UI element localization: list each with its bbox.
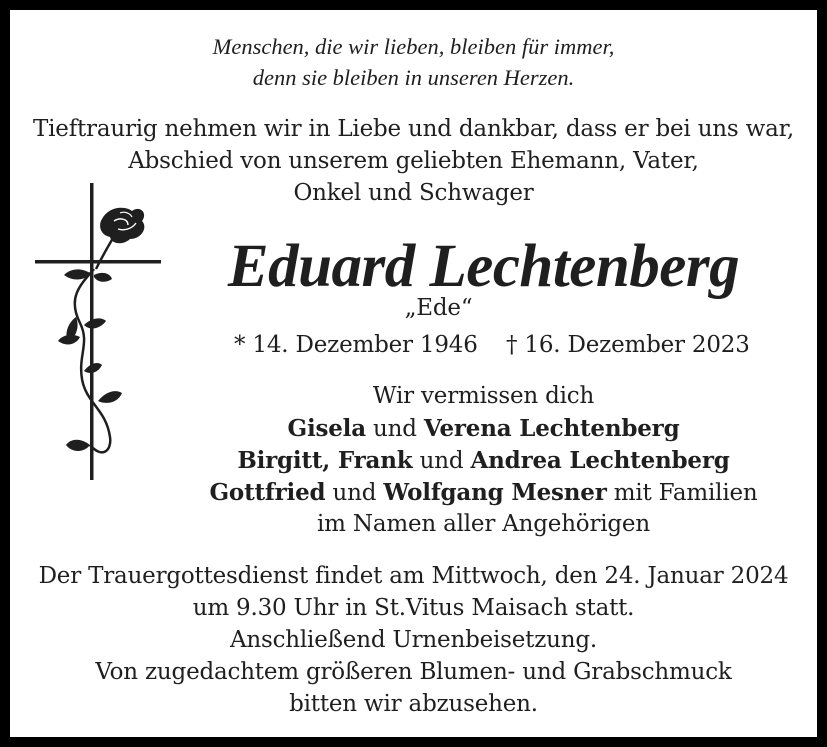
mourner-name: Gisela (287, 415, 366, 442)
service-line-4: Von zugedachtem größeren Blumen- und Grabschmuck (95, 659, 732, 685)
conjunction: und (332, 480, 377, 506)
mourner-name: Andrea Lechtenberg (470, 447, 730, 474)
intro-line-3: Onkel und Schwager (293, 180, 534, 206)
intro-line-2: Abschied von unserem geliebten Ehemann, Vater, (128, 148, 699, 174)
mourners-opening: Wir vermissen dich (372, 383, 595, 409)
family-suffix: mit Familien (613, 480, 758, 506)
mourners-line-3 (80, 479, 827, 506)
mourner-name: Gottfried (209, 479, 326, 506)
intro-line-1: Tieftraurig nehmen wir in Liebe und dankbar, dass er bei uns war, (32, 116, 795, 142)
death-date: † 16. Dezember 2023 (506, 332, 750, 358)
deceased-name: Eduard Lechtenberg (227, 233, 740, 300)
deceased-nickname: „Ede“ (404, 295, 473, 321)
motto-line-1: Menschen, die wir lieben, bleiben für immer, (212, 34, 615, 59)
motto-line-2: denn sie bleiben in unseren Herzen. (252, 65, 575, 90)
service-line-1: Der Trauergottesdienst findet am Mittwoch, den 24. Januar 2024 (38, 563, 789, 589)
mourners-line-2 (80, 447, 827, 474)
mourner-name: Birgitt, Frank (237, 447, 413, 474)
obituary-card (10, 10, 817, 737)
conjunction: und (419, 448, 464, 474)
birth-date: * 14. Dezember 1946 (234, 332, 478, 358)
service-line-5: bitten wir abzusehen. (289, 691, 538, 717)
conjunction: und (373, 416, 417, 442)
mourners-line-1 (80, 415, 827, 442)
service-line-2: um 9.30 Uhr in St.Vitus Maisach statt. (192, 595, 635, 621)
service-line-3: Anschließend Urnenbeisetzung. (229, 627, 597, 653)
mourner-name: Wolfgang Mesner (383, 479, 607, 506)
mourner-name: Verena Lechtenberg (423, 415, 680, 442)
mourners-closing: im Namen aller Angehörigen (317, 511, 650, 537)
